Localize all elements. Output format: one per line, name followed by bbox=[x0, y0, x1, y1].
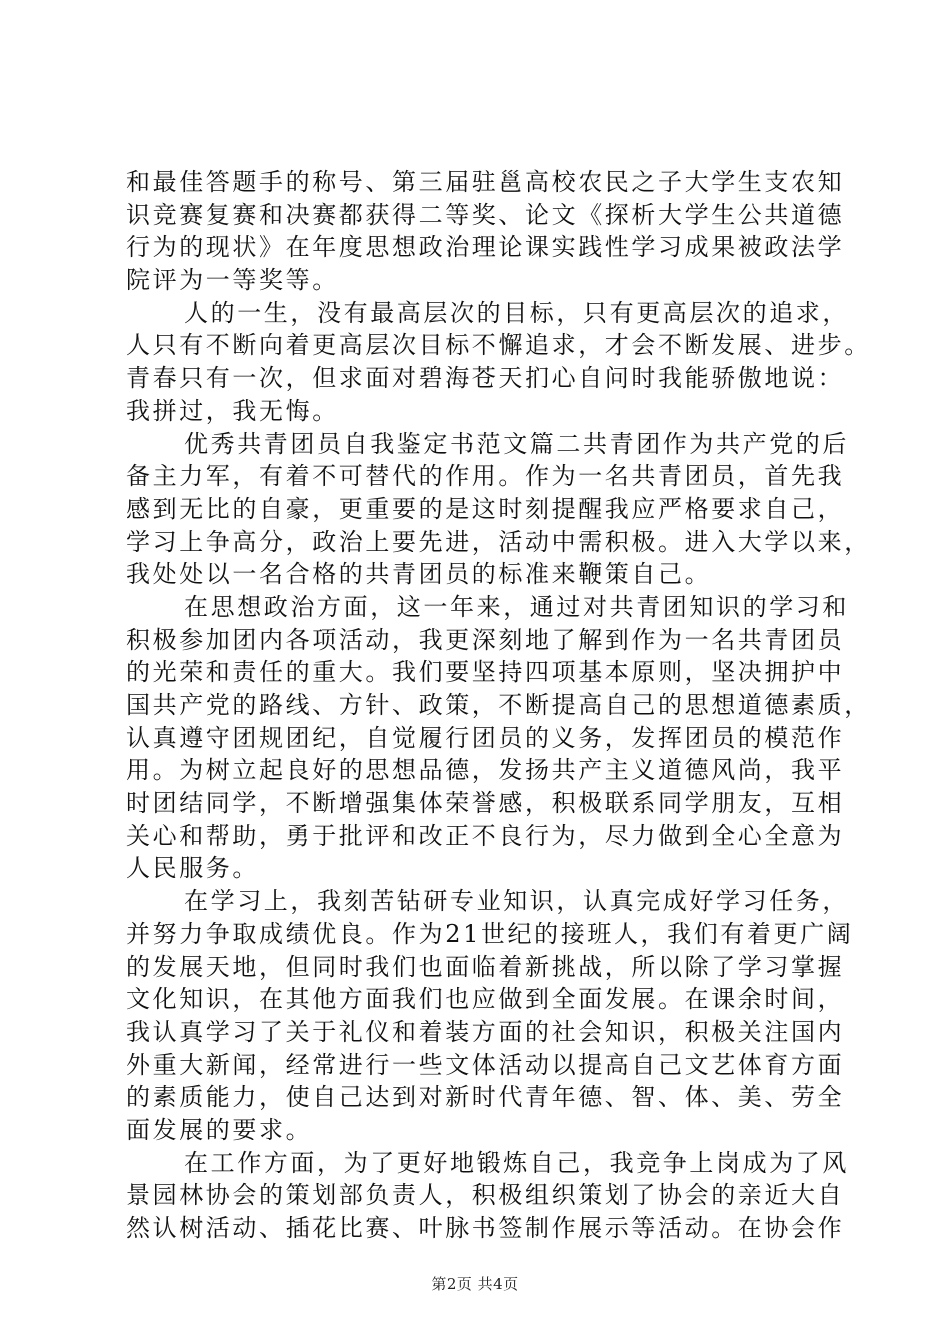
text-line: 我处处以一名合格的共青团员的标准来鞭策自己。 bbox=[126, 560, 712, 589]
text-line: 并努力争取成绩优良。作为21世纪的接班人，我们有着更广阔 bbox=[126, 919, 854, 948]
paragraph-first-line: 人的一生，没有最高层次的目标，只有更高层次的追求， bbox=[184, 298, 849, 327]
text-line: 关心和帮助，勇于批评和改正不良行为，尽力做到全心全意为 bbox=[126, 821, 845, 850]
text-line: 我认真学习了关于礼仪和着装方面的社会知识，积极关注国内 bbox=[126, 1017, 845, 1046]
text-line: 人民服务。 bbox=[126, 854, 259, 883]
text-line: 院评为一等奖等。 bbox=[126, 266, 339, 295]
paragraph-first-line: 在工作方面，为了更好地锻炼自己，我竞争上岗成为了风 bbox=[184, 1148, 849, 1177]
paragraph-first-line: 在学习上，我刻苦钻研专业知识，认真完成好学习任务， bbox=[184, 887, 849, 916]
text-line: 外重大新闻，经常进行一些文体活动以提高自己文艺体育方面 bbox=[126, 1050, 845, 1079]
document-body bbox=[126, 166, 871, 1245]
text-line: 时团结同学，不断增强集体荣誉感，积极联系同学朋友，互相 bbox=[126, 789, 845, 818]
page-footer: 第2页 共4页 bbox=[431, 1275, 519, 1293]
text-line: 我拼过，我无悔。 bbox=[126, 396, 339, 425]
text-line: 积极参加团内各项活动，我更深刻地了解到作为一名共青团员 bbox=[126, 625, 845, 654]
text-line: 的素质能力，使自己达到对新时代青年德、智、体、美、劳全 bbox=[126, 1083, 845, 1112]
text-line: 认真遵守团规团纪，自觉履行团员的义务，发挥团员的模范作 bbox=[126, 723, 845, 752]
text-line: 行为的现状》在年度思想政治理论课实践性学习成果被政法学 bbox=[126, 233, 845, 262]
text-line: 和最佳答题手的称号、第三届驻邕高校农民之子大学生支农知 bbox=[126, 168, 845, 196]
text-line: 备主力军，有着不可替代的作用。作为一名共青团员，首先我 bbox=[126, 462, 845, 491]
text-line: 面发展的要求。 bbox=[126, 1115, 313, 1144]
text-line: 文化知识，在其他方面我们也应做到全面发展。在课余时间， bbox=[126, 985, 845, 1014]
paragraph-first-line: 优秀共青团员自我鉴定书范文篇二共青团作为共产党的后 bbox=[184, 429, 849, 458]
text-line: 感到无比的自豪，更重要的是这时刻提醒我应严格要求自己， bbox=[126, 494, 845, 523]
text-line: 的发展天地，但同时我们也面临着新挑战，所以除了学习掌握 bbox=[126, 952, 845, 981]
text-line: 用。为树立起良好的思想品德，发扬共产主义道德风尚，我平 bbox=[126, 756, 845, 785]
text-line: 的光荣和责任的重大。我们要坚持四项基本原则，坚决拥护中 bbox=[126, 658, 845, 687]
paragraph-first-line: 在思想政治方面，这一年来，通过对共青团知识的学习和 bbox=[184, 592, 849, 621]
text-line: 然认树活动、插花比赛、叶脉书签制作展示等活动。在协会作 bbox=[126, 1214, 845, 1242]
text-line: 国共产党的路线、方针、政策，不断提高自己的思想道德素质， bbox=[126, 691, 871, 719]
text-line: 景园林协会的策划部负责人，积极组织策划了协会的亲近大自 bbox=[126, 1181, 845, 1210]
text-line: 青春只有一次，但求面对碧海苍天扪心自问时我能骄傲地说： bbox=[126, 364, 845, 393]
text-line: 识竞赛复赛和决赛都获得二等奖、论文《探析大学生公共道德 bbox=[126, 200, 845, 229]
text-line: 人只有不断向着更高层次目标不懈追求，才会不断发展、进步。 bbox=[126, 331, 871, 360]
text-line: 学习上争高分，政治上要先进，活动中需积极。进入大学以来， bbox=[126, 527, 871, 556]
